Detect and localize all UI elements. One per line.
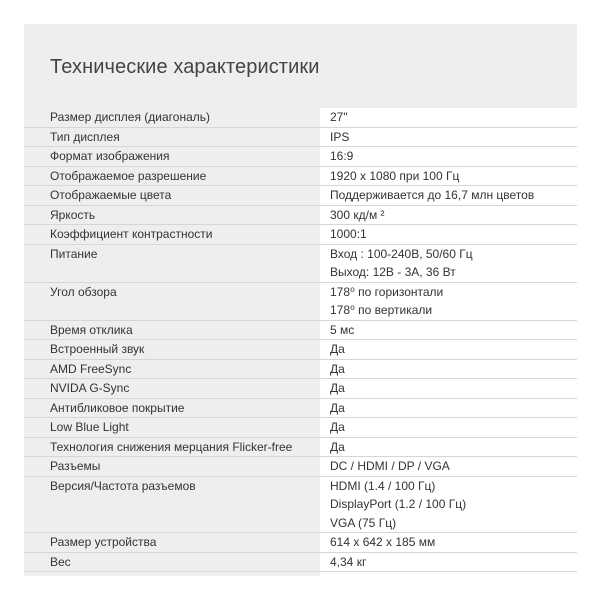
spec-value-line: 5 мс — [330, 322, 355, 337]
spec-row — [24, 418, 577, 438]
spec-label: Формат изображения — [50, 149, 170, 163]
spec-value-line: 300 кд/м ² — [330, 207, 385, 222]
spec-row — [24, 321, 577, 341]
spec-value-line: Вход : 100-240В, 50/60 Гц — [330, 246, 473, 261]
spec-value — [320, 553, 577, 572]
spec-value-line: VGA (75 Гц) — [330, 515, 397, 530]
spec-label: Угол обзора — [50, 284, 117, 299]
spec-label: Тип дисплея — [50, 129, 120, 144]
spec-value — [320, 533, 577, 552]
spec-value-line: Поддерживается до 16,7 млн цветов — [330, 188, 535, 202]
spec-label: Питание — [50, 246, 98, 261]
spec-label: Антибликовое покрытие — [50, 400, 185, 415]
spec-value — [320, 321, 577, 340]
spec-row — [24, 399, 577, 419]
spec-value — [320, 457, 577, 476]
spec-value — [320, 245, 577, 282]
spec-value-line: 614 x 642 x 185 мм — [330, 535, 436, 549]
spec-row — [24, 225, 577, 245]
spec-row — [24, 245, 577, 283]
spec-label: Размер дисплея (диагональ) — [50, 110, 211, 124]
spec-value — [320, 418, 577, 437]
spec-value-line: HDMI (1.4 / 100 Гц) — [330, 478, 436, 493]
spec-value — [320, 147, 577, 166]
spec-value — [320, 438, 577, 457]
spec-row — [24, 360, 577, 380]
spec-value-line: DisplayPort (1.2 / 100 Гц) — [330, 497, 467, 511]
spec-value — [320, 399, 577, 418]
spec-label: Технология снижения мерцания Flicker-free — [50, 439, 293, 454]
spec-label: Отображаемые цвета — [50, 188, 172, 202]
spec-label: AMD FreeSync — [50, 361, 132, 376]
spec-value-line: Да — [330, 361, 345, 376]
spec-label: Разъемы — [50, 459, 101, 473]
specs-card — [24, 24, 577, 576]
spec-label: Коэффициент контрастности — [50, 227, 213, 241]
spec-value-line: 1920 x 1080 при 100 Гц — [330, 168, 460, 183]
spec-label: Яркость — [50, 207, 96, 222]
spec-row — [24, 128, 577, 148]
spec-value-line: 27" — [330, 110, 348, 124]
spec-value-line: 4,34 кг — [330, 554, 367, 569]
spec-row — [24, 477, 577, 534]
spec-value-line: Да — [330, 381, 345, 395]
spec-row — [24, 167, 577, 187]
spec-row — [24, 379, 577, 399]
spec-value-line: Да — [330, 400, 345, 415]
spec-value — [320, 128, 577, 147]
spec-row — [24, 283, 577, 321]
spec-label: Отображаемое разрешение — [50, 168, 207, 183]
spec-value-line: Да — [330, 439, 345, 454]
spec-value-line: 1000:1 — [330, 227, 367, 241]
spec-value-line: 178⁰ по горизонтали — [330, 284, 444, 299]
spec-value — [320, 340, 577, 359]
spec-row — [24, 533, 577, 553]
spec-value-line: DC / HDMI / DP / VGA — [330, 459, 450, 473]
spec-row — [24, 438, 577, 458]
spec-row — [24, 457, 577, 477]
spec-row — [24, 186, 577, 206]
spec-row — [24, 340, 577, 360]
spec-label: Размер устройства — [50, 535, 157, 549]
spec-value — [320, 477, 577, 533]
spec-label: NVIDA G-Sync — [50, 381, 130, 395]
spec-value-line: IPS — [330, 129, 350, 144]
spec-value-line: Да — [330, 420, 345, 434]
spec-value — [320, 167, 577, 186]
spec-row — [24, 206, 577, 226]
spec-row — [24, 147, 577, 167]
spec-value — [320, 186, 577, 205]
spec-value — [320, 379, 577, 398]
spec-value-line: Да — [330, 342, 345, 356]
spec-row — [24, 108, 577, 128]
spec-value-line: 178⁰ по вертикали — [330, 303, 433, 317]
spec-value — [320, 225, 577, 244]
spec-label: Вес — [50, 554, 71, 569]
spec-value — [320, 108, 577, 127]
spec-value-line: 16:9 — [330, 149, 354, 163]
spec-value-line: Выход: 12В - 3А, 36 Вт — [330, 265, 456, 279]
spec-label: Low Blue Light — [50, 420, 129, 434]
spec-value — [320, 283, 577, 320]
spec-value — [320, 206, 577, 225]
spec-label: Время отклика — [50, 322, 133, 337]
spec-label: Встроенный звук — [50, 342, 145, 356]
specs-table — [24, 108, 577, 572]
spec-row — [24, 553, 577, 573]
spec-label: Версия/Частота разъемов — [50, 478, 196, 493]
specs-title: Технические характеристики — [50, 56, 320, 78]
spec-value — [320, 360, 577, 379]
